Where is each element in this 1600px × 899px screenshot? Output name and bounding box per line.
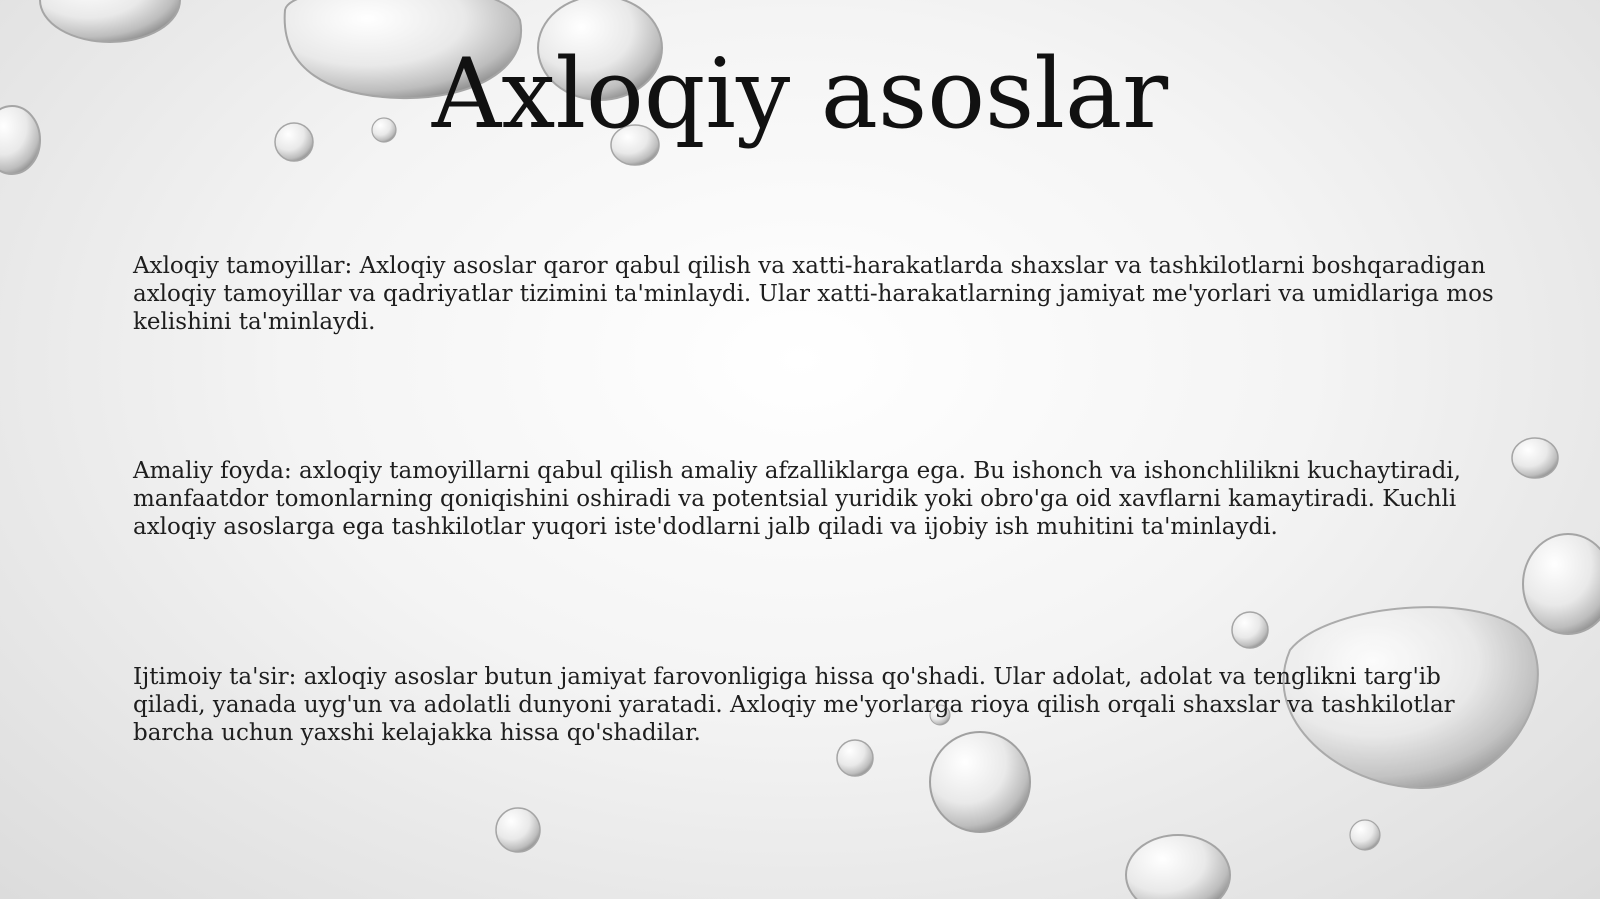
slide-title: Axloqiy asoslar [431,38,1169,150]
paragraph-practical-benefit: Amaliy foyda: axloqiy tamoyillarni qabul qilish amaliy afzalliklarga ega. Bu ishonch va ishonchlilikni kuchaytiradi, manfaatdor tomonlarning qoniqishini oshiradi va potentsial yuridik yoki obro'ga oid xavflarni kamaytiradi. Kuchli axloqiy asoslarga ega tashkilotlar yuqori iste'dodlarni jalb qiladi va ijobiy ish muhitini ta'minlaydi. [133,458,1461,540]
water-drop [1512,438,1558,478]
water-drop [1350,820,1380,850]
paragraph-social-impact: Ijtimoiy ta'sir: axloqiy asoslar butun jamiyat farovonligiga hissa qo'shadi. Ular adolat, adolat va tenglikni targ'ib qiladi, yanada uyg'un va adolatli dunyoni yaratadi. Axloqiy me'yorlarga rioya qilish orqali shaxslar va tashkilotlar barcha uchun yaxshi kelajakka hissa qo'shadilar. [133,664,1455,746]
water-drop [1523,534,1600,634]
water-drop [496,808,540,852]
water-drop [1232,612,1268,648]
water-drop [930,732,1030,832]
paragraph-ethical-principles: Axloqiy tamoyillar: Axloqiy asoslar qaror qabul qilish va xatti-harakatlarda shaxslar va tashkilotlarni boshqaradigan axloqiy tamoyillar va qadriyatlar tizimini ta'minlaydi. Ular xatti-harakatlarning jamiyat me'yorlari va umidlariga mos kelishini ta'minlaydi. [133,253,1494,335]
water-drop [1126,835,1230,899]
water-drop [40,0,180,42]
